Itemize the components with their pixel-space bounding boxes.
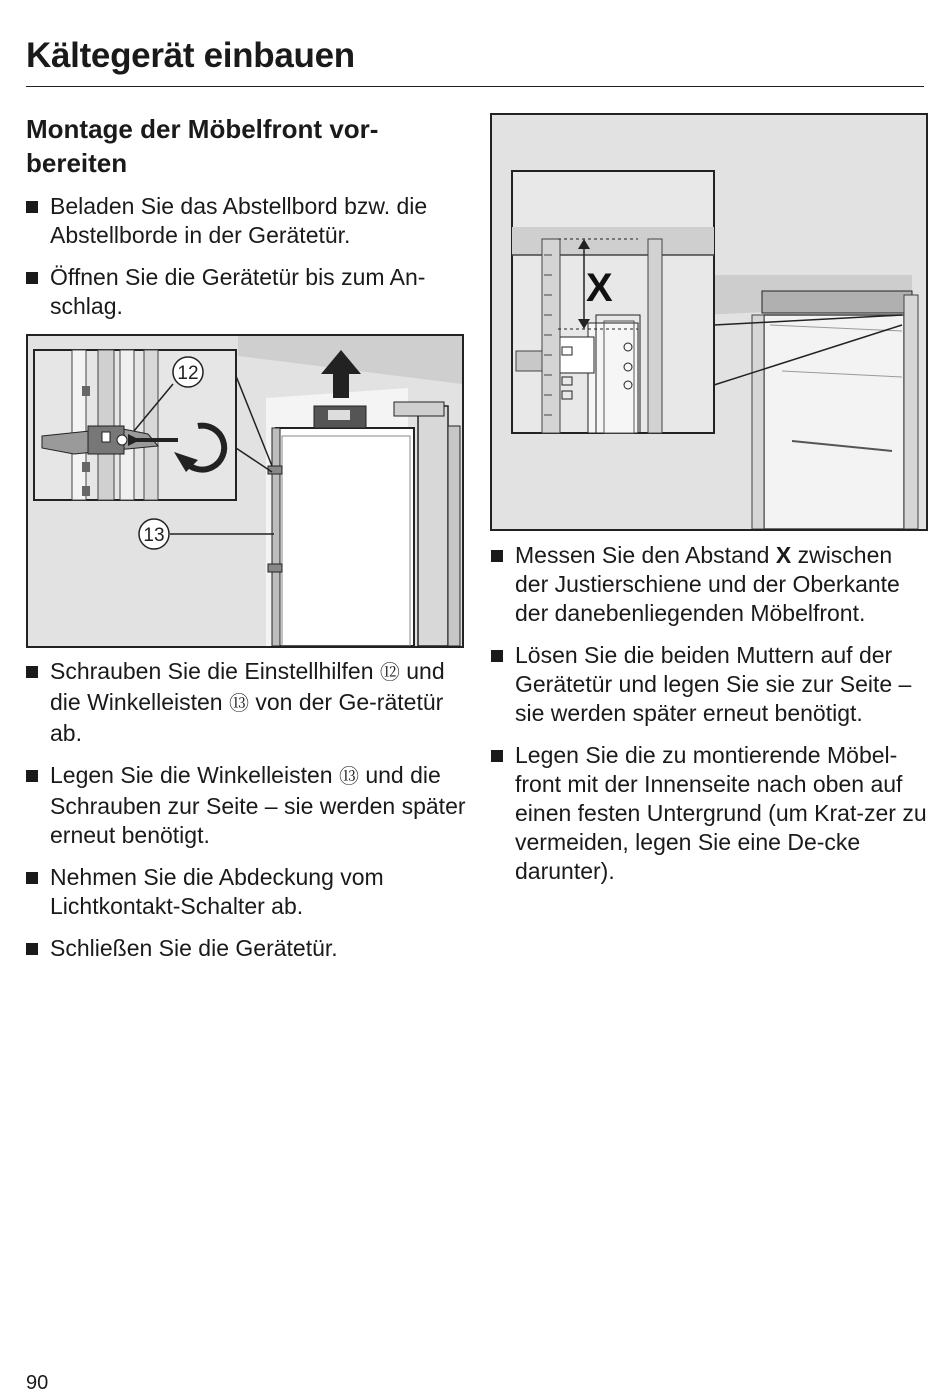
step-text: Lösen Sie die beiden Muttern auf der Gerätetür und legen Sie sie zur Seite – sie werden später erneut benötigt. — [515, 642, 912, 726]
callout-13-label: 13 — [143, 525, 165, 546]
step-text: und die Schrauben zur Seite – sie werden später erneut benötigt. — [50, 762, 466, 848]
step-text: Schrauben Sie die Einstellhilfen — [50, 658, 380, 684]
figure-measure-distance — [490, 113, 928, 531]
figure-door-adjusters — [26, 334, 464, 648]
ref-13-icon: ⑬ — [338, 766, 359, 788]
step-item — [491, 641, 931, 728]
step-text: Legen Sie die zu montierende Möbel-front mit der Innenseite nach oben auf einen festen Untergrund (um Krat-zer zu vermeiden, legen Sie eine De-cke darunter). — [515, 742, 927, 884]
measure-x-label: X — [586, 266, 613, 310]
step-text: Messen Sie den Abstand — [515, 542, 776, 568]
bullet-square-icon — [491, 750, 503, 762]
bullet-square-icon — [26, 201, 38, 213]
bullet-square-icon — [26, 770, 38, 782]
step-item — [26, 934, 466, 963]
steps-list-left-top — [26, 192, 466, 334]
step-text: Schließen Sie die Gerätetür. — [50, 935, 338, 961]
bullet-square-icon — [26, 666, 38, 678]
bullet-square-icon — [26, 872, 38, 884]
ref-13-icon: ⑬ — [228, 693, 249, 715]
callout-12-label: 12 — [177, 363, 199, 384]
door-illustration — [28, 336, 462, 646]
step-text: zwischen der Justierschiene und der Oberkante der danebenliegenden Möbelfront. — [515, 542, 900, 626]
section-heading: Montage der Möbelfront vor-bereiten — [26, 114, 379, 178]
step-item — [26, 761, 466, 850]
bullet-square-icon — [26, 943, 38, 955]
step-item — [26, 657, 466, 748]
step-item — [26, 192, 466, 250]
step-item — [26, 263, 466, 321]
ref-12-icon: ⑫ — [379, 662, 400, 684]
step-text: Nehmen Sie die Abdeckung vom Lichtkontakt-Schalter ab. — [50, 864, 384, 919]
step-text: Beladen Sie das Abstellbord bzw. die Abstellborde in der Gerätetür. — [50, 193, 428, 248]
bullet-square-icon — [26, 272, 38, 284]
step-text: Öffnen Sie die Gerätetür bis zum An-schlag. — [50, 264, 426, 319]
step-text: Legen Sie die Winkelleisten — [50, 762, 339, 788]
measure-illustration — [492, 115, 926, 529]
step-text-bold: X — [775, 542, 792, 568]
step-text: von der Ge-rätetür ab. — [50, 689, 444, 746]
bullet-square-icon — [491, 650, 503, 662]
steps-list-right — [491, 541, 931, 899]
page-title: Kältegerät einbauen — [26, 36, 355, 75]
step-item — [26, 863, 466, 921]
bullet-square-icon — [491, 550, 503, 562]
step-item — [491, 541, 931, 628]
page-number: 90 — [26, 1372, 49, 1394]
step-text: und die Winkelleisten — [50, 658, 445, 715]
step-item — [491, 741, 931, 886]
title-divider — [26, 86, 924, 87]
steps-list-left-bottom — [26, 657, 466, 976]
